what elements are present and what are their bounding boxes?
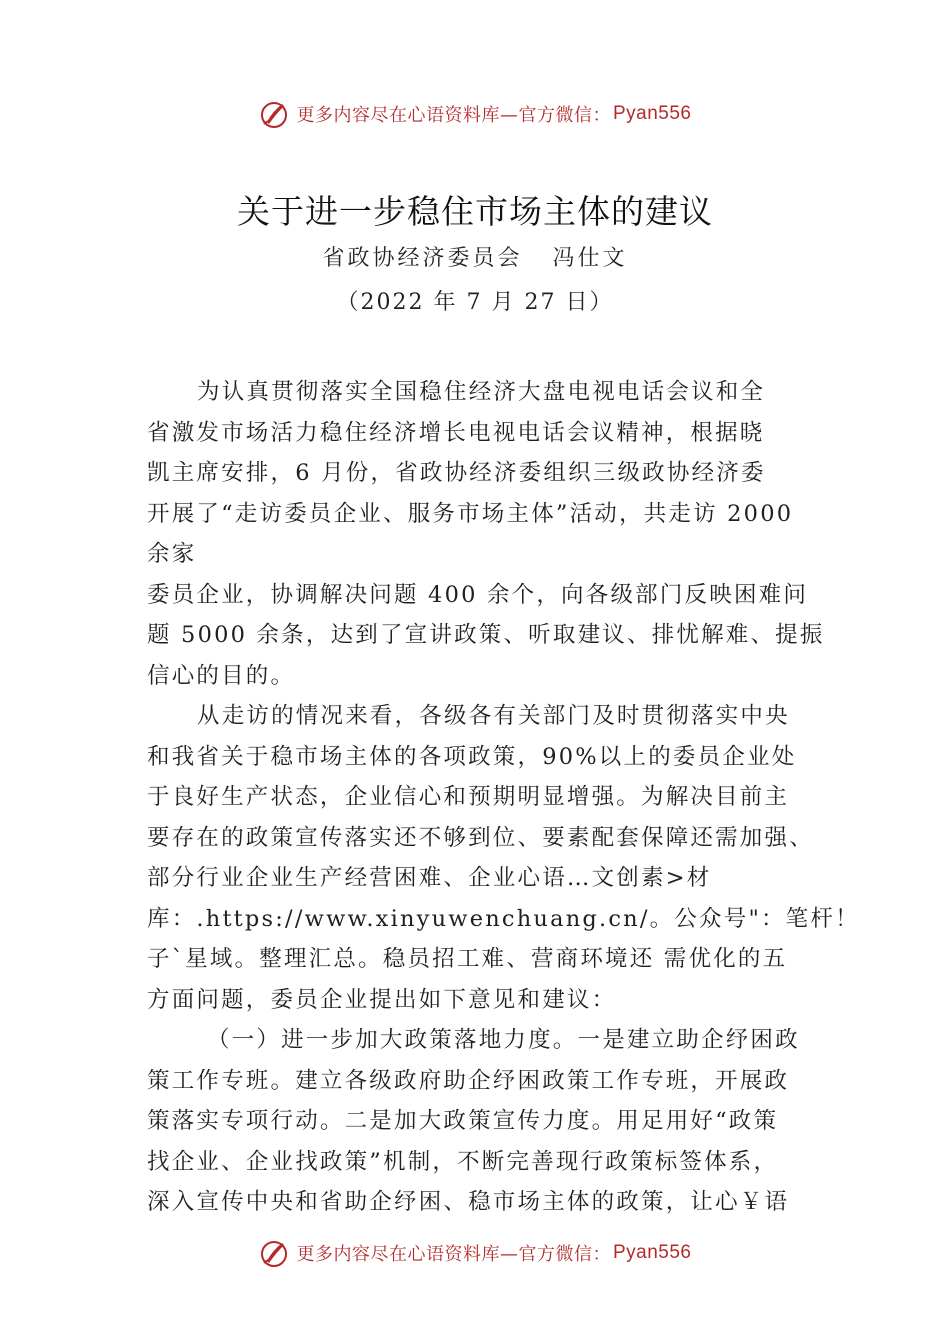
body-line: 策工作专班。建立各级政府助企纾困政策工作专班，开展政 [147, 1067, 790, 1094]
body-line: 和我省关于稳市场主体的各项政策，90%以上的委员企业处 [147, 743, 797, 770]
body-line: （一）进一步加大政策落地力度。一是建立助企纾困政 [207, 1027, 800, 1053]
body-line: 策落实专项行动。二是加大政策宣传力度。用足用好“政策 [147, 1108, 779, 1134]
brush-logo-icon [258, 98, 290, 130]
body-line: 子`星域。整理汇总。稳员招工难、营商环境还 需优化的五 [147, 946, 788, 972]
body-line: 信心的目的。 [147, 662, 296, 689]
body-line: 深入宣传中央和省助企纾困、稳市场主体的政策，让心￥语 [147, 1189, 790, 1215]
watermark-header [0, 94, 950, 134]
author-org: 省政协经济委员会 [322, 246, 523, 271]
body-line: 于良好生产状态，企业信心和预期明显增强。为解决目前主 [147, 784, 790, 810]
brush-logo-icon [258, 1237, 290, 1269]
body-line: 凯主席安排，6 月份，省政协经济委组织三级政协经济委 [147, 460, 766, 486]
watermark-account: Pyan556 [612, 103, 692, 124]
body-line: 方面问题，委员企业提出如下意见和建议： [147, 986, 617, 1013]
body-line: 为认真贯彻落实全国稳住经济大盘电视电话会议和全 [197, 379, 766, 405]
watermark-text: 更多内容尽在心语资料库—官方微信： [296, 1244, 611, 1265]
body-line: 余家 [147, 541, 197, 567]
watermark-footer [0, 1233, 950, 1273]
body-line: 找企业、企业找政策”机制，不断完善现行政策标签体系， [147, 1148, 779, 1175]
document-date: （2022 年 7 月 27 日） [336, 290, 614, 315]
body-line: 从走访的情况来看，各级各有关部门及时贯彻落实中央 [197, 703, 790, 729]
body-line: 省激发市场活力稳住经济增长电视电话会议精神，根据晓 [147, 419, 765, 446]
watermark-account: Pyan556 [612, 1242, 692, 1263]
body-line: 库：.https://www.xinyuwenchuang.cn/。公众号"：笔杆！ [147, 905, 860, 932]
author-byline [0, 241, 950, 272]
body-line: 开展了“走访委员企业、服务市场主体”活动，共走访 2000 [147, 500, 794, 527]
document-title: 关于进一步稳住市场主体的建议 [237, 192, 713, 231]
body-line: 委员企业，协调解决问题 400 余个，向各级部门反映困难问 [147, 581, 809, 608]
body-line: 要存在的政策宣传落实还不够到位、要素配套保障还需加强、 [147, 824, 814, 851]
author-name: 冯仕文 [552, 246, 628, 271]
body-line: 题 5000 余条，达到了宣讲政策、听取建议、排忧解难、提振 [147, 622, 825, 648]
body-line: 部分行业企业生产经营困难、企业心语…文创素>材 [147, 865, 712, 891]
watermark-text: 更多内容尽在心语资料库—官方微信： [296, 105, 611, 126]
document-body [147, 372, 860, 1223]
